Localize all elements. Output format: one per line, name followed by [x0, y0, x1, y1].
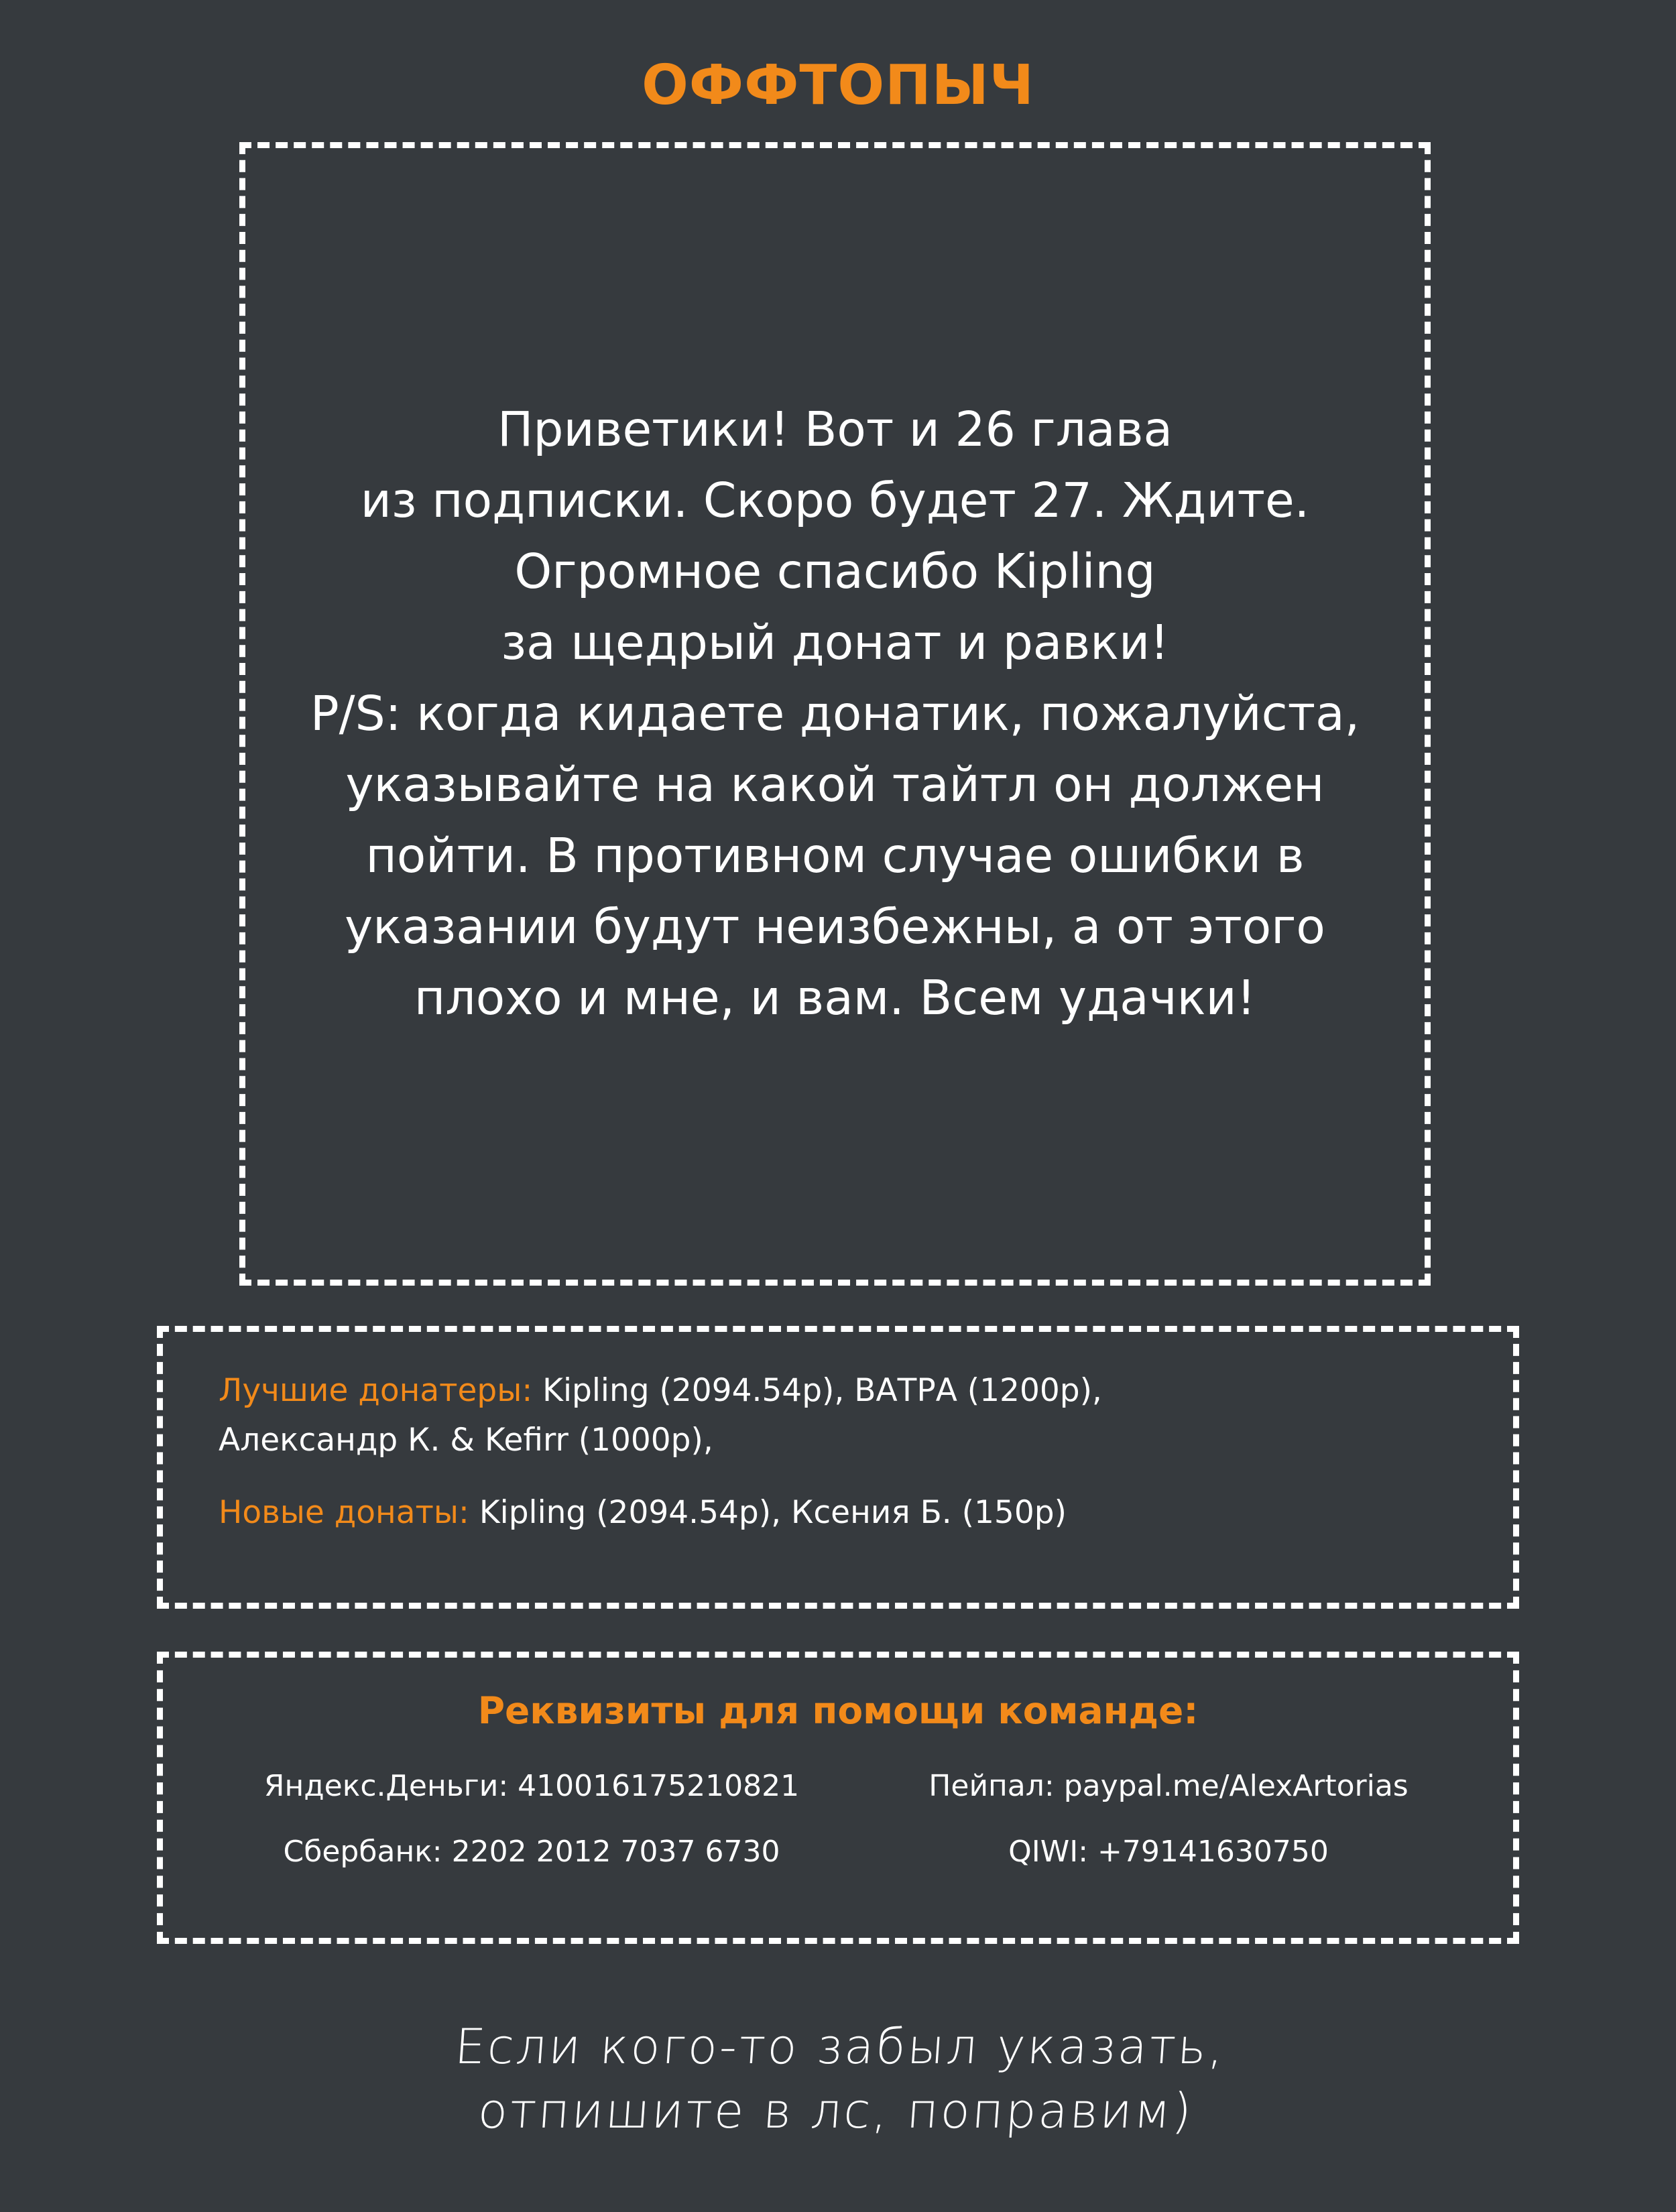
best-donors-label: Лучшие донатеры: [219, 1372, 533, 1409]
new-donations-row [219, 1493, 1067, 1533]
best-donors-row [219, 1371, 1102, 1411]
message-line: пойти. В противном случае ошибки в [365, 828, 1305, 883]
message-line: из подписки. Скоро будет 27. Ждите. [360, 473, 1310, 528]
footer-line: Если кого-то забыл указать, [453, 2018, 1228, 2075]
message-line: плохо и мне, и вам. Всем удачки! [414, 970, 1256, 1026]
paypal-requisite: Пейпал: paypal.me/AlexArtorias [929, 1769, 1409, 1803]
message-line: P/S: когда кидаете донатик, пожалуйста, [310, 686, 1360, 741]
message-line: Огромное спасибо Kipling [514, 544, 1156, 599]
requisites-box [157, 1652, 1519, 1944]
footer-line: отпишите в лс, поправим) [476, 2083, 1195, 2139]
new-donations-value: Kipling (2094.54р), Ксения Б. (150р) [469, 1494, 1067, 1531]
yandex-money-requisite: Яндекс.Деньги: 410016175210821 [263, 1769, 800, 1803]
requisites-title: Реквизиты для помощи команде: [477, 1689, 1199, 1732]
donors-box [157, 1326, 1519, 1609]
best-donors-value: Kipling (2094.54р), ВАТРА (1200р), [532, 1372, 1102, 1409]
sberbank-requisite: Сбербанк: 2202 2012 7037 6730 [283, 1835, 780, 1869]
qiwi-requisite: QIWI: +79141630750 [1008, 1835, 1329, 1869]
message-line: указании будут неизбежны, а от этого [345, 899, 1325, 955]
page-title: ОФФТОПЫЧ [642, 54, 1034, 117]
message-line: за щедрый донат и равки! [501, 615, 1169, 670]
footer-note [0, 2014, 1676, 2143]
message-box [239, 142, 1431, 1286]
message-text [310, 394, 1360, 1034]
message-line: Приветики! Вот и 26 глава [497, 402, 1173, 457]
new-donations-label: Новые донаты: [219, 1494, 469, 1531]
best-donors-row-continued [219, 1420, 713, 1461]
message-line: указывайте на какой тайтл он должен [345, 757, 1325, 812]
best-donors-value-continued: Александр К. & Kefirr (1000р), [219, 1422, 713, 1459]
